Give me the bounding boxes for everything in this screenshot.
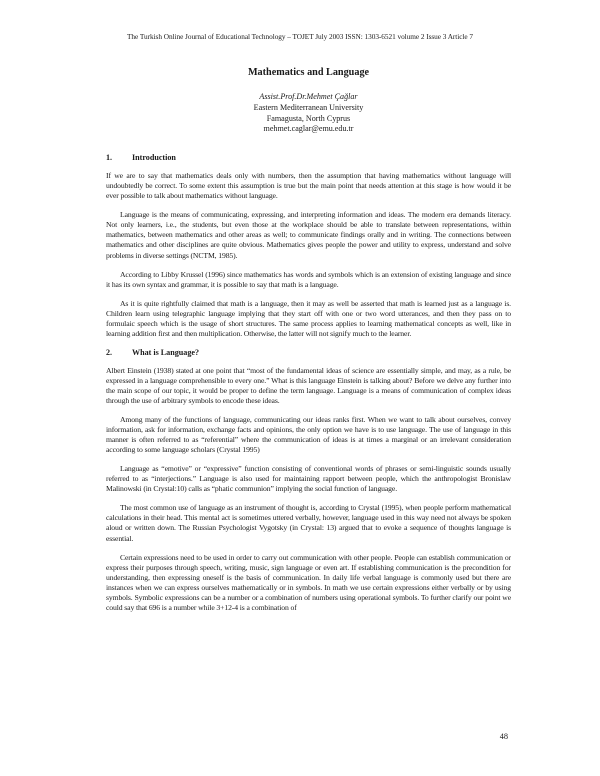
paragraph: Albert Einstein (1938) stated at one point that “most of the fundamental ideas of science are essentially simple, and may, as a rule, be expressed in a language comprehensible to every one.” What is this language Einstein is talking about? Before we delve any further into the main scope of our topic, it would be proper to define the term language. Language is a means of communication of complex ideas through the use of arbitrary symbols to encode these ideas. — [106, 365, 511, 405]
paragraph: Certain expressions need to be used in order to carry out communication with other people. People can establish communication or express their purposes through speech, writing, music, sign language or even art. If establishing communication is the precondition for understanding, then expressing oneself is the basis of communication. In daily life verbal language is commonly used but there are instances when we can express ourselves mathematically or in symbols. In math we use certain expressions either verbally or by using symbols. Symbolic expressions can be a number or a combination of numbers using operational symbols. To further clarify our point we could say that 696 is a number while 3+12-4 is a combination of — [106, 552, 511, 612]
running-head: The Turkish Online Journal of Educational Technology – TOJET July 2003 ISSN: 1303-6521 volume 2 Issue 3 Article 7 — [127, 32, 473, 41]
paragraph: Among many of the functions of language, communicating our ideas ranks first. When we want to talk about ourselves, convey information, ask for information, exchange facts and opinions, the only option we have is to use language. The use of language in this manner is often referred to as “referential” where the communication of ideas is at times a marginal or an irrelevant consideration according to some language scholars (Crystal 1995) — [106, 415, 511, 455]
section-number: 2. — [106, 347, 113, 357]
author-name: Assist.Prof.Dr.Mehmet Çağlar — [259, 92, 358, 101]
section-title: Introduction — [132, 153, 176, 163]
page-number: 48 — [499, 732, 508, 741]
paragraph: Language as “emotive” or “expressive” function consisting of conventional words of phrases or semi-linguistic sounds usually referred to as “interjections.” Language is also used for maintaining rapport between people, which the anthropologist Bronislaw Malinowski (in Crystal:10) calls as “phatic communion” implying the social function of language. — [106, 464, 511, 494]
section-heading-introduction — [106, 153, 511, 162]
section-title: What is Language? — [132, 347, 200, 357]
paragraph: If we are to say that mathematics deals only with numbers, then the assumption that having mathematics without language will undoubtedly be correct. To some extent this assumption is true but the main point that needs attention at this stage is how would it be ever possible to talk about mathematics without language. — [106, 171, 511, 201]
author-affiliation: Eastern Mediterranean University — [253, 102, 364, 112]
paragraph: The most common use of language as an instrument of thought is, according to Crystal (1995), when people perform mathematical calculations in their head. This mental act is sometimes uttered verbally, however, language used in this way need not always be spoken aloud or written down. The Russian Psychologist Vygotsky (in Crystal: 13) argued that to evoke a sequence of thoughts language is essential. — [106, 503, 511, 543]
paragraph: Language is the means of communicating, expressing, and interpreting information and ideas. The modern era demands literacy. Not only learners, i.e., the students, but even those at the workplace should be able to translate between representations, within mathematics, between mathematics and other areas as well; to communicate findings orally and in writing. The connections between mathematics and other disciplines are quite obvious. Mathematics gives people the power and utility to express, understand and solve problems in diverse settings (NCTM, 1985). — [106, 210, 511, 260]
article-title: Mathematics and Language — [247, 67, 370, 78]
section-heading-what-is-language — [106, 348, 511, 357]
paragraph: According to Libby Krussel (1996) since mathematics has words and symbols which is an extension of existing language and since it has its own syntax and grammar, it is possible to say that math is a language. — [106, 269, 511, 289]
paragraph: As it is quite rightfully claimed that math is a language, then it may as well be asserted that math is learned just as a language is. Children learn using telegraphic language implying that they start off with one or two word utterances, and then they pass on to formulaic speech which is the usage of short structures. The same process applies to learning mathematical concepts as well, like in learning addition first and then multiplication. Otherwise, the latter will not signify much to the learner. — [106, 298, 511, 338]
article-body — [106, 67, 511, 622]
section-number: 1. — [106, 153, 113, 163]
author-email: mehmet.caglar@emu.edu.tr — [263, 124, 354, 134]
author-location: Famagusta, North Cyprus — [266, 113, 351, 123]
author-block — [106, 92, 511, 135]
